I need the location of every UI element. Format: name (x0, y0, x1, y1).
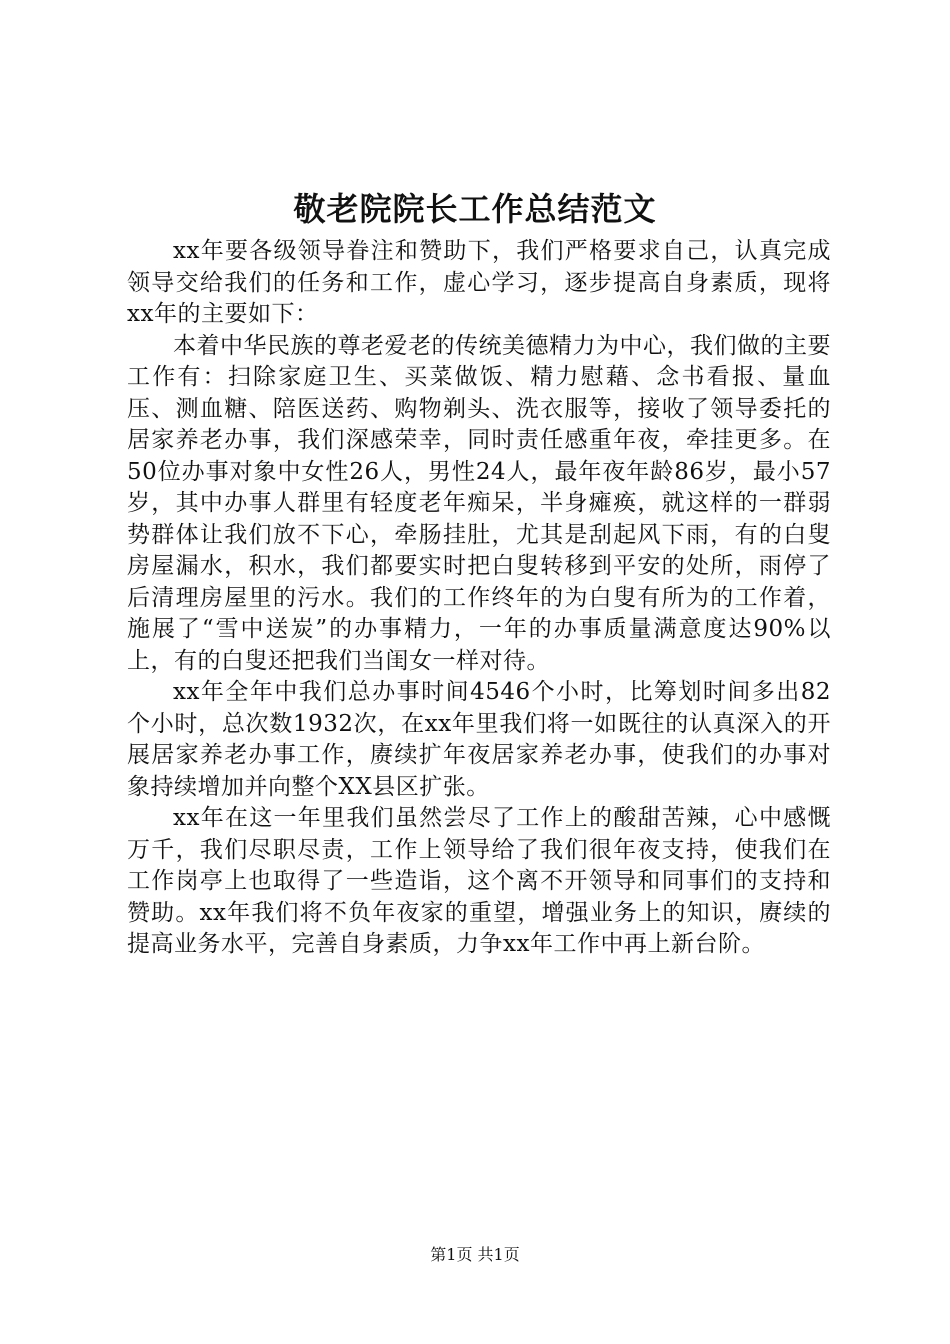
paragraph-statistics: xx年全年中我们总办事时间4546个小时，比筹划时间多出82个小时，总次数1932次，在xx年里我们将一如既往的认真深入的开展居家养老办事工作，赓续扩年夜居家养老办事，使我们的办事对象持续增加并向整个XX县区扩张。 (127, 679, 831, 800)
paragraph-intro: xx年要各级领导眷注和赞助下，我们严格要求自己，认真完成领导交给我们的任务和工作，虚心学习，逐步提高自身素质，现将xx年的主要如下： (127, 238, 831, 327)
paragraph-main-work: 本着中华民族的尊老爱老的传统美德精力为中心，我们做的主要工作有：扫除家庭卫生、买菜做饭、精力慰藉、念书看报、量血压、测血糖、陪医送药、购物剃头、洗衣服等，接收了领导委托的居家养老办事，我们深感荣幸，同时责任感重年夜，牵挂更多。在50位办事对象中女性26人，男性24人，最年夜年龄86岁，最小57岁，其中办事人群里有轻度老年痴呆，半身瘫痪，就这样的一群弱势群体让我们放不下心，牵肠挂肚，尤其是刮起风下雨，有的白叟房屋漏水，积水，我们都要实时把白叟转移到平安的处所，雨停了后清理房屋里的污水。我们的工作终年的为白叟有所为的工作着，施展了“雪中送炭”的办事精力，一年的办事质量满意度达90%以上，有的白叟还把我们当闺女一样对待。 (127, 332, 831, 674)
paragraph-conclusion: xx年在这一年里我们虽然尝尽了工作上的酸甜苦辣，心中感慨万千，我们尽职尽责，工作上领导给了我们很年夜支持，使我们在工作岗亭上也取得了一些造诣，这个离不开领导和同事们的支持和赞助。xx年我们将不负年夜家的重望，增强业务上的知识，赓续的提高业务水平，完善自身素质，力争xx年工作中再上新台阶。 (127, 805, 831, 957)
document-body (127, 236, 831, 961)
page-number-footer: 第1页 共1页 (430, 1245, 520, 1264)
document-title: 敬老院院长工作总结范文 (293, 190, 657, 228)
